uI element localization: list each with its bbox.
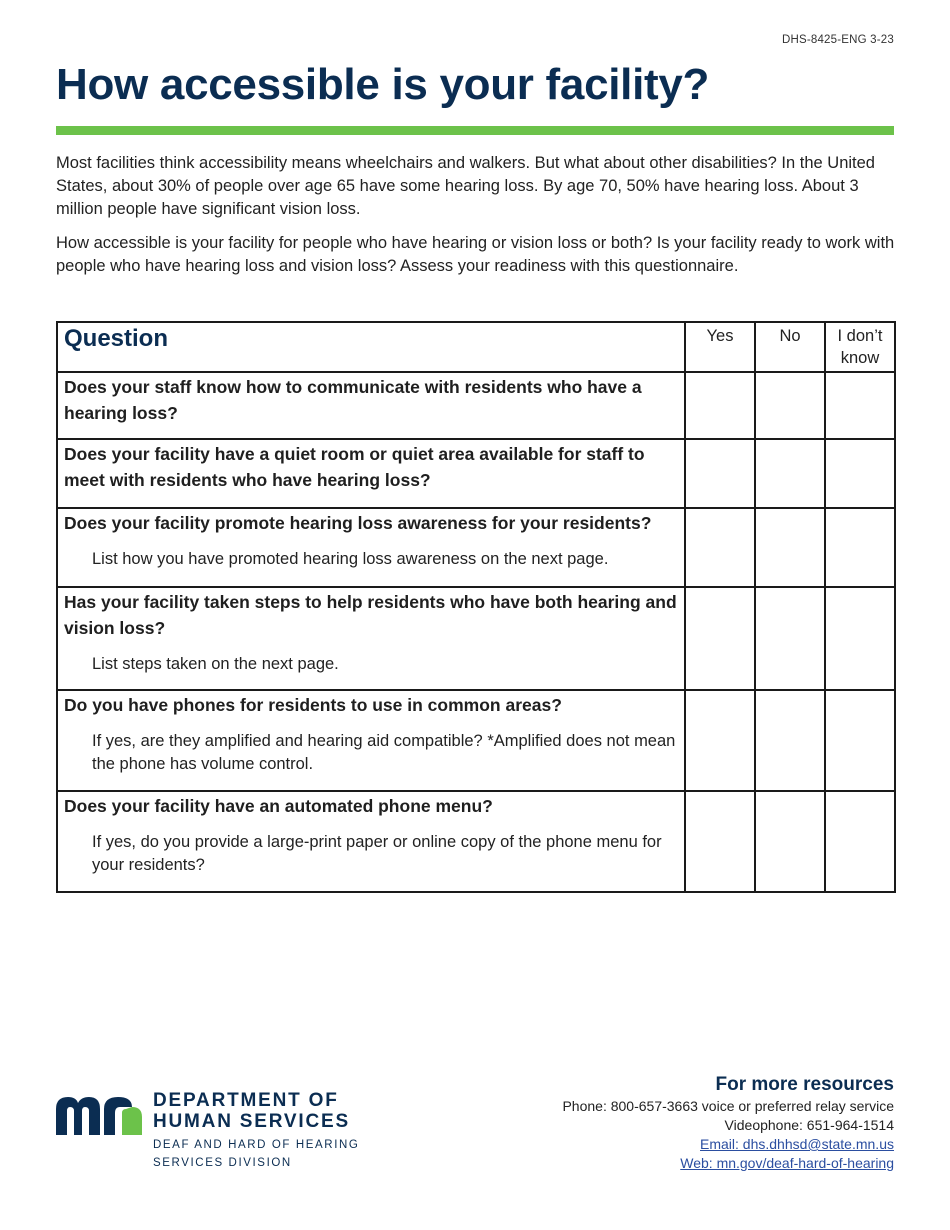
question-note: List how you have promoted hearing loss awareness on the next page.	[92, 550, 609, 568]
question-cell	[57, 587, 685, 690]
dont-know-checkbox[interactable]	[825, 791, 895, 892]
document-id: DHS-8425-ENG 3-23	[781, 34, 894, 46]
question-text: Does your facility have a quiet room or quiet area available for staff to meet with residents who have hearing loss?	[64, 444, 645, 490]
division-name-line-1: DEAF AND HARD OF HEARING	[153, 1139, 360, 1151]
question-text: Does your staff know how to communicate with residents who have a hearing loss?	[64, 377, 642, 423]
yes-checkbox[interactable]	[685, 791, 755, 892]
dept-name-line-1: DEPARTMENT OF	[153, 1090, 339, 1111]
dont-know-column-header: I don’t know	[825, 322, 895, 372]
yes-checkbox[interactable]	[685, 372, 755, 439]
dont-know-checkbox[interactable]	[825, 372, 895, 439]
title-rule	[56, 126, 894, 135]
yes-checkbox[interactable]	[685, 439, 755, 508]
questionnaire-table	[56, 321, 896, 893]
question-cell	[57, 791, 685, 892]
no-checkbox[interactable]	[755, 791, 825, 892]
table-row	[57, 690, 895, 791]
question-cell	[57, 439, 685, 508]
yes-checkbox[interactable]	[685, 508, 755, 587]
intro-section	[56, 152, 896, 289]
page-title: How accessible is your facility?	[56, 60, 710, 109]
no-checkbox[interactable]	[755, 690, 825, 791]
dept-name-line-2: HUMAN SERVICES	[153, 1111, 350, 1132]
resources-block	[562, 1073, 894, 1173]
no-checkbox[interactable]	[755, 439, 825, 508]
yes-column-header: Yes	[685, 322, 755, 372]
yes-checkbox[interactable]	[685, 690, 755, 791]
question-note: If yes, do you provide a large-print paper or online copy of the phone menu for your residents?	[92, 833, 662, 874]
question-note: If yes, are they amplified and hearing aid compatible? *Amplified does not mean the phone has volume control.	[92, 732, 676, 773]
phone-line: Phone: 800-657-3663 voice or preferred relay service	[562, 1098, 894, 1114]
question-cell	[57, 508, 685, 587]
table-row	[57, 508, 895, 587]
question-cell	[57, 372, 685, 439]
email-link[interactable]: Email: dhs.dhhsd@state.mn.us	[700, 1136, 894, 1152]
mn-logo-icon	[56, 1095, 142, 1135]
question-text: Has your facility taken steps to help residents who have both hearing and vision loss?	[64, 592, 677, 638]
yes-checkbox[interactable]	[685, 587, 755, 690]
intro-paragraph-2: How accessible is your facility for people who have hearing or vision loss or both? Is your facility ready to work with people who have hearing loss and vision loss? Assess your readiness with this questionnaire.	[56, 234, 895, 275]
question-note: List steps taken on the next page.	[92, 655, 339, 673]
dont-know-checkbox[interactable]	[825, 439, 895, 508]
table-row	[57, 587, 895, 690]
table-row	[57, 439, 895, 508]
no-column-header: No	[755, 322, 825, 372]
no-checkbox[interactable]	[755, 587, 825, 690]
no-checkbox[interactable]	[755, 372, 825, 439]
logo-wordmark	[153, 1090, 513, 1172]
videophone-line: Videophone: 651-964-1514	[724, 1117, 894, 1133]
resources-title: For more resources	[715, 1074, 894, 1095]
division-name-line-2: SERVICES DIVISION	[153, 1157, 292, 1169]
web-link[interactable]: Web: mn.gov/deaf-hard-of-hearing	[680, 1155, 894, 1171]
dont-know-checkbox[interactable]	[825, 587, 895, 690]
intro-paragraph-1: Most facilities think accessibility means wheelchairs and walkers. But what about other disabilities? In the United States, about 30% of people over age 65 have some hearing loss. By age 70, 50% have hearing loss. About 3 million people have significant vision loss.	[56, 154, 875, 218]
question-column-header: Question	[57, 322, 685, 372]
question-text: Does your facility promote hearing loss awareness for your residents?	[64, 513, 652, 533]
question-text: Does your facility have an automated phone menu?	[64, 796, 493, 816]
dont-know-checkbox[interactable]	[825, 690, 895, 791]
dont-know-checkbox[interactable]	[825, 508, 895, 587]
table-row	[57, 372, 895, 439]
question-cell	[57, 690, 685, 791]
no-checkbox[interactable]	[755, 508, 825, 587]
question-text: Do you have phones for residents to use in common areas?	[64, 695, 562, 715]
table-row	[57, 791, 895, 892]
